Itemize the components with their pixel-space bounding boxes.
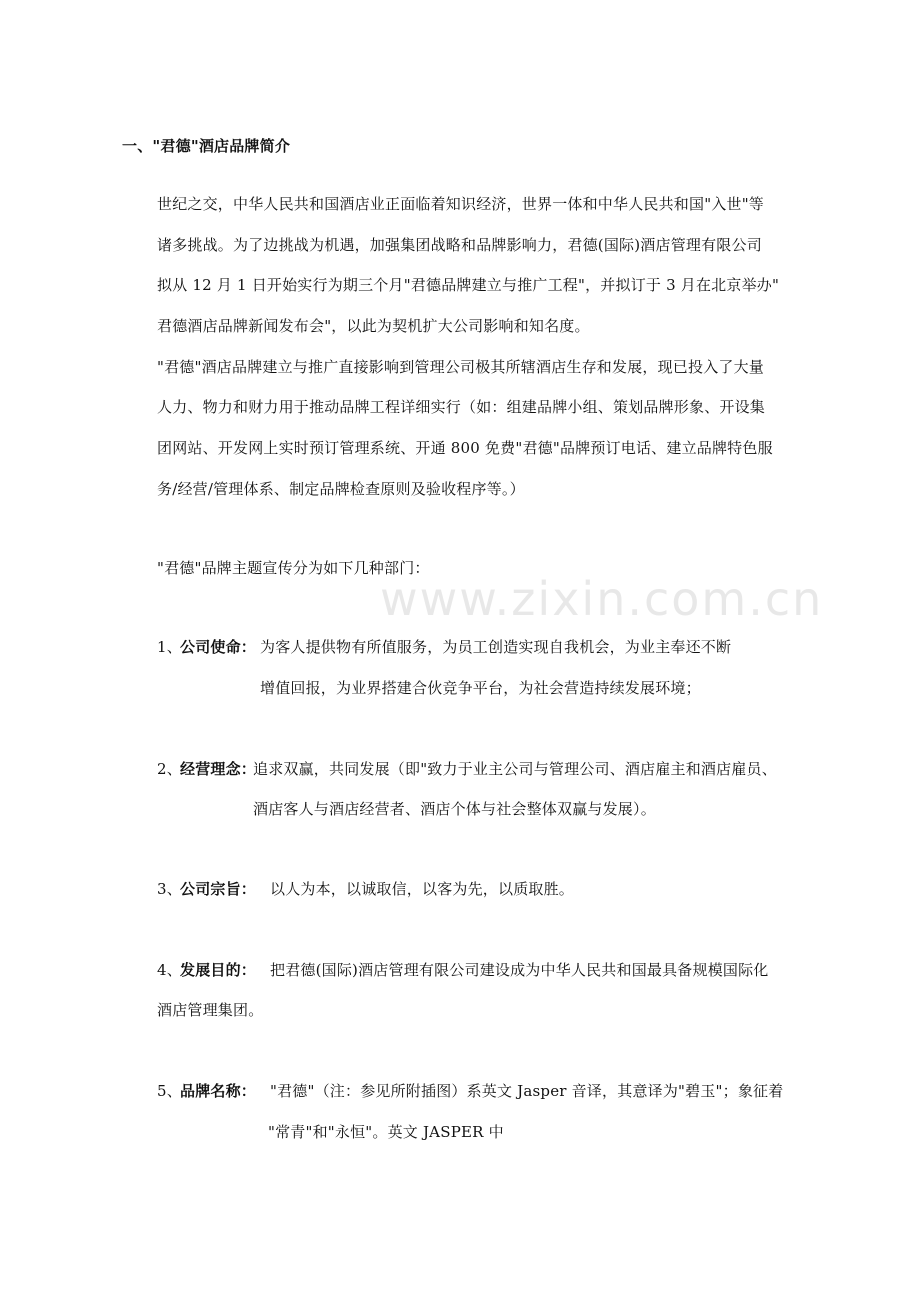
paragraph-line: 团网站、开发网上实时预订管理系统、开通 800 免费"君德"品牌预订电话、建立品牌特色服	[157, 439, 773, 457]
item-text: "常青"和"永恒"。英文 JASPER 中	[268, 1123, 504, 1141]
section-intro: "君德"品牌主题宣传分为如下几种部门：	[157, 559, 430, 577]
item-label: 经营理念：	[180, 760, 257, 778]
item-label: 发展目的：	[180, 961, 257, 979]
item-label: 公司宗旨：	[180, 880, 257, 898]
item-text: "君德"（注：参见所附插图）系英文 Jasper 音译，其意译为"碧玉"；象征着	[270, 1082, 784, 1100]
watermark: www.zixin.com.cn	[380, 572, 824, 626]
item-text: 酒店客人与酒店经营者、酒店个体与社会整体双赢与发展）。	[253, 800, 656, 818]
item-label: 品牌名称：	[180, 1082, 257, 1100]
item-number: 3、	[157, 880, 182, 898]
intro-line: 君德酒店品牌新闻发布会"，以此为契机扩大公司影响和知名度。	[157, 317, 590, 335]
intro-line: 诸多挑战。为了边挑战为机遇，加强集团战略和品牌影响力，君德(国际)酒店管理有限公司	[157, 236, 762, 254]
paragraph-line: 务/经营/管理体系、制定品牌检查原则及验收程序等。）	[157, 480, 525, 498]
paragraph-line: "君德"酒店品牌建立与推广直接影响到管理公司极其所辖酒店生存和发展，现已投入了大量	[157, 358, 765, 376]
item-text: 追求双赢，共同发展（即"致力于业主公司与管理公司、酒店雇主和酒店雇员、	[253, 760, 777, 778]
intro-line: 世纪之交，中华人民共和国酒店业正面临着知识经济，世界一体和中华人民共和国"入世"等	[157, 195, 765, 213]
item-text: 为客人提供物有所值服务，为员工创造实现自我机会，为业主奉还不断	[260, 638, 732, 656]
item-number: 4、	[157, 961, 182, 979]
intro-line: 拟从 12 月 1 日开始实行为期三个月"君德品牌建立与推广工程"，并拟订于 3 月在北京举办"	[157, 276, 780, 294]
item-label: 公司使命：	[180, 638, 257, 656]
item-text: 以人为本，以诚取信，以客为先，以质取胜。	[270, 880, 575, 898]
paragraph-line: 人力、物力和财力用于推动品牌工程详细实行（如：组建品牌小组、策划品牌形象、开设集	[157, 398, 766, 416]
item-text: 把君德(国际)酒店管理有限公司建设成为中华人民共和国最具备规模国际化	[270, 961, 769, 979]
item-number: 2、	[157, 760, 182, 778]
item-number: 5、	[157, 1082, 182, 1100]
section-heading: 一、"君德"酒店品牌简介	[122, 137, 291, 155]
item-number: 1、	[157, 638, 182, 656]
item-text: 增值回报，为业界搭建合伙竞争平台，为社会营造持续发展环境；	[260, 679, 701, 697]
item-text: 酒店管理集团。	[157, 1001, 264, 1019]
